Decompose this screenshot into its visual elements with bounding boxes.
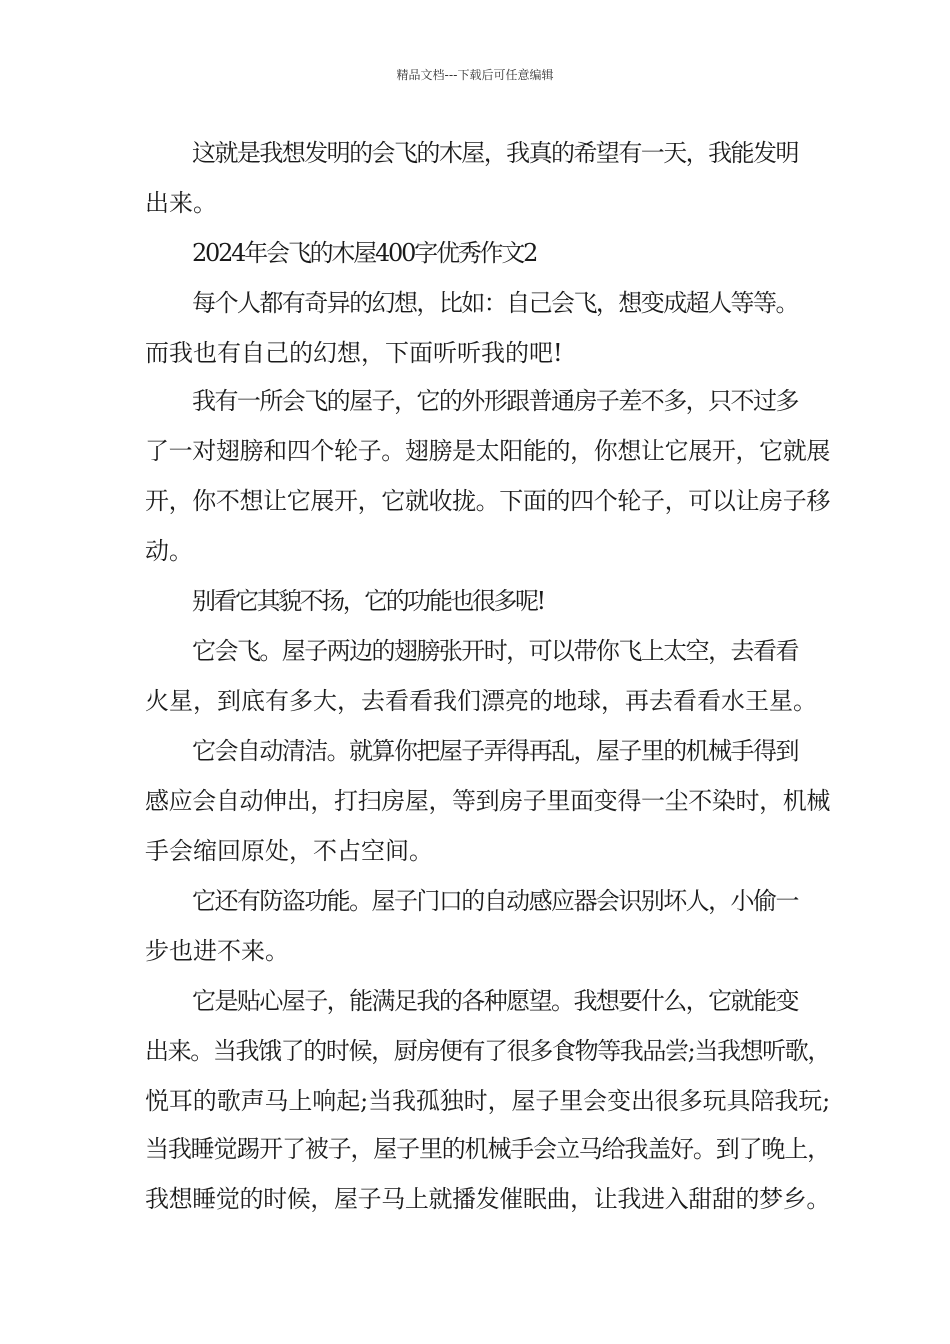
text-line: 而我也有自己的幻想，下面听听我的吧! — [145, 339, 563, 367]
text-line: 每个人都有奇异的幻想，比如：自己会飞，想变成超人等等。 — [192, 289, 798, 317]
text-line: 手会缩回原处，不占空间。 — [145, 837, 433, 865]
text-line: 感应会自动伸出，打扫房屋，等到房子里面变得一尘不染时，机械 — [145, 787, 830, 815]
text-line: 别看它其貌不扬，它的功能也很多呢! — [192, 587, 544, 615]
text-line: 这就是我想发明的会飞的木屋，我真的希望有一天，我能发明 — [192, 139, 798, 167]
page-header: 精品文档---下载后可任意编辑 — [396, 68, 554, 82]
text-line: 悦耳的歌声马上响起;当我孤独时，屋子里会变出很多玩具陪我玩; — [145, 1087, 831, 1115]
text-line: 它还有防盗功能。屋子门口的自动感应器会识别坏人，小偷一 — [192, 887, 798, 915]
text-line: 出来。 — [145, 189, 217, 217]
text-line: 火星，到底有多大，去看看我们漂亮的地球，再去看看水王星。 — [145, 687, 817, 715]
text-line: 它会自动清洁。就算你把屋子弄得再乱，屋子里的机械手得到 — [192, 737, 798, 765]
text-line: 2024年会飞的木屋400字优秀作文2 — [192, 239, 537, 267]
text-line: 我想睡觉的时候，屋子马上就播发催眠曲，让我进入甜甜的梦乡。 — [145, 1185, 830, 1213]
text-line: 它是贴心屋子，能满足我的各种愿望。我想要什么，它就能变 — [192, 987, 798, 1015]
text-line: 当我睡觉踢开了被子，屋子里的机械手会立马给我盖好。到了晚上， — [145, 1135, 830, 1163]
text-line: 动。 — [145, 537, 193, 565]
text-line: 我有一所会飞的屋子，它的外形跟普通房子差不多，只不过多 — [192, 387, 798, 415]
text-line: 开，你不想让它展开，它就收拢。下面的四个轮子，可以让房子移 — [145, 487, 830, 515]
text-line: 步也进不来。 — [145, 937, 289, 965]
text-line: 了一对翅膀和四个轮子。翅膀是太阳能的，你想让它展开，它就展 — [145, 437, 830, 465]
text-line: 它会飞。屋子两边的翅膀张开时，可以带你飞上太空，去看看 — [192, 637, 798, 665]
text-line: 出来。当我饿了的时候，厨房便有了很多食物等我品尝;当我想听歌， — [145, 1037, 830, 1065]
